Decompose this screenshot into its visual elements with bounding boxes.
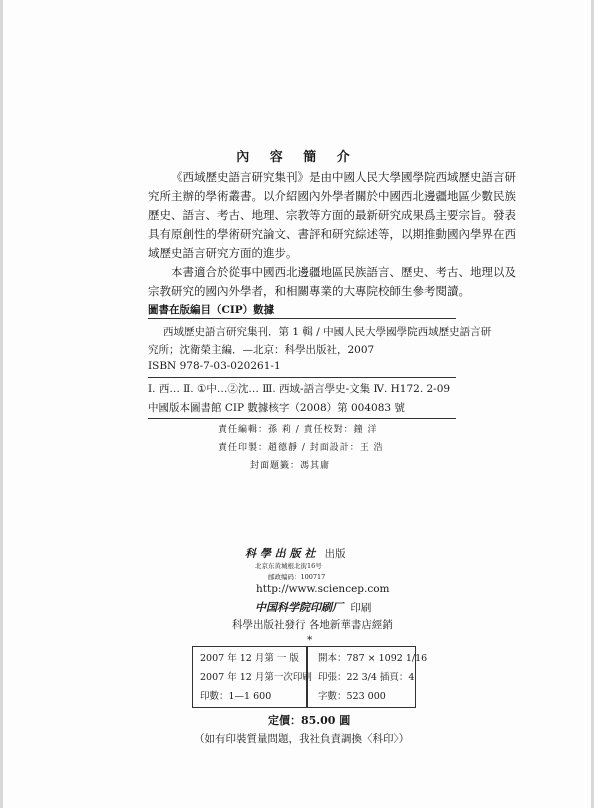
intro-line: 究所主辦的學術叢書。以介紹國內外學者關於中國西北邊疆地區少數民族: [148, 189, 516, 203]
imprint-word-count: 字數：523 000: [318, 691, 386, 702]
cip-rule-bottom: [148, 418, 456, 419]
cip-rule-middle: [148, 377, 456, 378]
cip-line-2: 究所；沈衛榮主編．—北京：科學出版社，2007: [148, 344, 375, 356]
publisher-suffix: 出版: [324, 548, 346, 560]
scan-edge-left: [0, 0, 3, 808]
printer-line: [255, 599, 371, 615]
printer-logo-name: 中国科学院印刷厂: [255, 601, 343, 614]
quality-notice: （如有印裝質量問題，我社負責調換〈科印〉）: [194, 733, 410, 745]
printer-suffix: 印刷: [350, 602, 372, 614]
cip-title: 圖書在版編目（CIP）數據: [148, 304, 275, 316]
imprint-printing: 2007 年 12 月第一次印刷: [200, 672, 312, 683]
publisher-address: 北京东黄城根北街16号: [255, 562, 322, 570]
intro-line: 《西域歷史語言研究集刊》是由中國人民大學國學院西域歷史語言研: [171, 170, 516, 184]
imprint-edition: 2007 年 12 月第 一 版: [200, 653, 299, 664]
intro-line: 域歷史語言研究方面的進步。: [148, 246, 298, 260]
cip-record: 中國版本圖書館 CIP 數據核字（2008）第 004083 號: [148, 402, 405, 414]
publisher-postcode: 邮政编码：100717: [268, 573, 326, 581]
publisher-website: http://www.sciencep.com: [256, 583, 390, 595]
distribution-line: 科學出版社發行 各地新華書店經銷: [232, 619, 393, 631]
credits-line-1: 責任編輯：孫 莉 / 責任校對：鐘 洋: [218, 425, 378, 435]
imprint-sheets: 印張：22 3/4 插頁：4: [318, 672, 415, 683]
publisher-name-line: [245, 545, 346, 561]
cip-isbn: ISBN 978-7-03-020261-1: [148, 360, 281, 372]
audience-line: 宗教研究的國內外學者，和相關專業的大專院校師生參考閱讀。: [148, 284, 470, 298]
publisher-logo-name: 科 學 出 版 社: [245, 547, 316, 560]
intro-line: 歷史、語言、考古、地理、宗教等方面的最新研究成果爲主要宗旨。發表: [148, 208, 516, 222]
cip-line-1: 西域歷史語言研究集刊．第 1 輯 / 中國人民大學國學院西域歷史語言研: [163, 326, 492, 338]
audience-paragraph: [148, 263, 516, 301]
imprint-format: 開本：787 × 1092 1/16: [318, 653, 428, 664]
separator-asterisk: *: [307, 634, 313, 646]
audience-line: 本書適合於從事中國西北邊疆地區民族語言、歷史、考古、地理以及: [171, 265, 516, 279]
intro-paragraph: [148, 168, 516, 263]
imprint-print-run: 印數：1—1 600: [200, 691, 272, 702]
intro-line: 具有原創性的學術研究論文、書評和研究綜述等，以期推動國內學界在西: [148, 227, 516, 241]
page-heading: 內 容 簡 介: [236, 150, 358, 165]
credits-line-3: 封面題籤：馮其庸: [250, 461, 331, 471]
credits-line-2: 責任印製：趙德靜 / 封面設計：王 浩: [218, 443, 384, 453]
cip-classification: Ⅰ. 西… Ⅱ. ①中…②沈… Ⅲ. 西域-語言學史-文集 Ⅳ. H172. 2-09: [148, 383, 451, 395]
price: 定價：85.00 圓: [268, 714, 351, 727]
cip-rule-top: [148, 318, 456, 319]
